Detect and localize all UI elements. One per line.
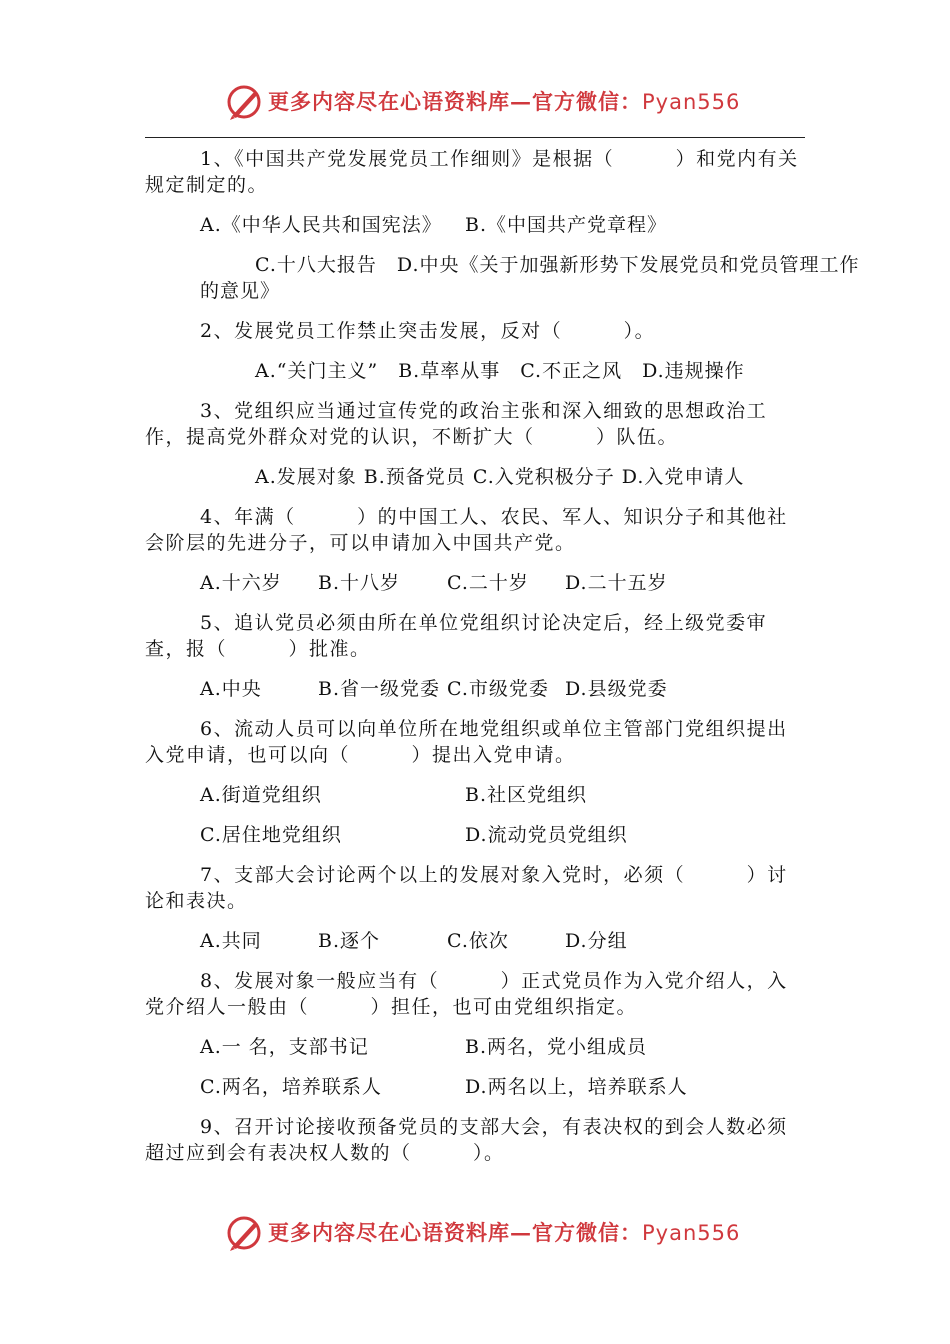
- question-stem: 8、发展对象一般应当有（ ）正式党员作为入党介绍人，入党介绍人一般由（ ）担任，也可由党组织指定。: [145, 970, 788, 1018]
- option-row: [145, 570, 805, 596]
- option-item: D.分组: [565, 930, 628, 952]
- option-row: [145, 464, 805, 490]
- footer-banner: [0, 1207, 950, 1257]
- banner-text: 更多内容尽在心语资料库—官方微信：Pyan556: [268, 89, 741, 114]
- option-item: D.县级党委: [565, 678, 668, 700]
- question-stem: 2、发展党员工作禁止突击发展，反对（ ）。: [200, 320, 656, 342]
- header-rule: [145, 137, 805, 138]
- pen-circle-icon: [224, 1213, 264, 1253]
- option-item: C.十八大报告 D.中央《关于加强新形势下发展党员和党员管理工作的意见》: [200, 254, 860, 302]
- option-row: [145, 1074, 805, 1100]
- header-banner: [0, 76, 950, 126]
- option-row: [145, 252, 860, 304]
- option-item: B.社区党组织: [465, 784, 588, 806]
- option-item: A.一 名，支部书记: [200, 1036, 369, 1058]
- question-list: [145, 146, 860, 1180]
- option-item: A.“关门主义” B.草率从事 C.不正之风 D.违规操作: [255, 360, 745, 382]
- option-item: A.发展对象 B.预备党员 C.入党积极分子 D.入党申请人: [255, 466, 745, 488]
- option-item: D.流动党员党组织: [465, 824, 628, 846]
- option-item: C.依次: [447, 930, 509, 952]
- option-item: B.逐个: [318, 930, 381, 952]
- option-row: [145, 676, 805, 702]
- option-item: A.共同: [200, 930, 262, 952]
- option-item: C.两名，培养联系人: [200, 1076, 382, 1098]
- question-stem: 4、年满（ ）的中国工人、农民、军人、知识分子和其他社会阶层的先进分子，可以申请加入中国共产党。: [145, 506, 788, 554]
- option-item: A.《中华人民共和国宪法》: [200, 214, 442, 236]
- option-item: B.十八岁: [318, 572, 401, 594]
- wechat-account: Pyan556: [642, 90, 741, 114]
- question-stem: 1、《中国共产党发展党员工作细则》是根据（ ）和党内有关规定制定的。: [145, 148, 799, 196]
- banner-text: 更多内容尽在心语资料库—官方微信：Pyan556: [268, 1220, 741, 1245]
- option-row: [145, 822, 805, 848]
- option-row: [145, 212, 805, 238]
- question-stem: 3、党组织应当通过宣传党的政治主张和深入细致的思想政治工作，提高党外群众对党的认识，不断扩大（ ）队伍。: [145, 400, 768, 448]
- option-item: D.二十五岁: [565, 572, 668, 594]
- question-stem: 7、支部大会讨论两个以上的发展对象入党时，必须（ ）讨论和表决。: [145, 864, 788, 912]
- option-item: C.二十岁: [447, 572, 529, 594]
- pen-circle-icon: [224, 82, 264, 122]
- option-row: [145, 928, 805, 954]
- option-item: C.市级党委: [447, 678, 549, 700]
- option-row: [145, 1034, 805, 1060]
- option-item: A.中央: [200, 678, 262, 700]
- question-stem: 5、追认党员必须由所在单位党组织讨论决定后，经上级党委审查，报（ ）批准。: [145, 612, 768, 660]
- option-item: D.两名以上，培养联系人: [465, 1076, 688, 1098]
- option-item: A.十六岁: [200, 572, 282, 594]
- option-row: [145, 358, 805, 384]
- option-item: A.街道党组织: [200, 784, 322, 806]
- option-row: [145, 782, 805, 808]
- question-stem: 9、召开讨论接收预备党员的支部大会，有表决权的到会人数必须超过应到会有表决权人数的（ ）。: [145, 1116, 788, 1164]
- question-stem: 6、流动人员可以向单位所在地党组织或单位主管部门党组织提出入党申请，也可以向（ ）提出入党申请。: [145, 718, 788, 766]
- option-item: B.《中国共产党章程》: [465, 214, 668, 236]
- option-item: B.两名，党小组成员: [465, 1036, 648, 1058]
- wechat-account: Pyan556: [642, 1221, 741, 1245]
- option-item: C.居住地党组织: [200, 824, 342, 846]
- option-item: B.省一级党委: [318, 678, 441, 700]
